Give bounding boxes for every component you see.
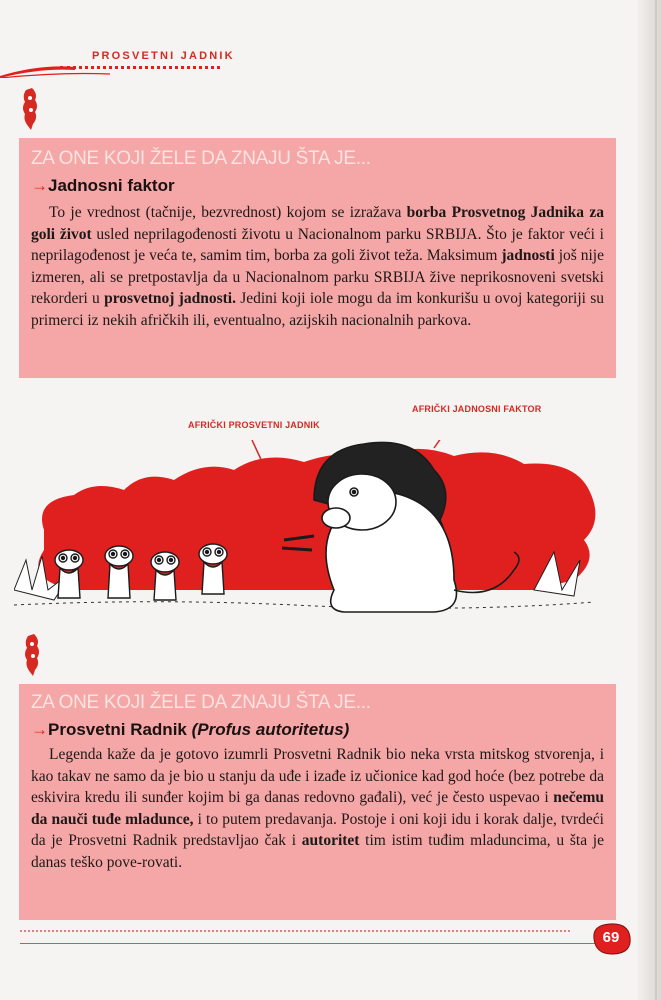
bold-run: borba Prosvetnog Jadnika za goli život	[31, 204, 604, 243]
footer-dotted-rule	[20, 930, 570, 932]
box-heading: ZA ONE KOJI ŽELE DA ZNAJU ŠTA JE...	[31, 148, 371, 169]
arrow-icon: →	[31, 720, 48, 739]
text-run: i to putem predavanja. Postoje i oni koji idu i korak dalje, tvrdeći da je Prosvetni Radnik predstavljao čak i	[31, 810, 604, 849]
definition-text	[31, 202, 604, 331]
footer-rule	[20, 943, 630, 944]
term-title	[31, 176, 175, 196]
label-african-factor: AFRIČKI JADNOSNI FAKTOR	[412, 404, 542, 414]
definition-box-prosvetni-radnik	[19, 684, 616, 920]
mascot-icon	[22, 632, 44, 676]
arrow-icon: →	[31, 176, 48, 195]
header-dotted-rule	[60, 66, 220, 69]
text-run: Jedini koji iole mogu da im konkurišu u ovoj kategoriji su primerci iz nekih afričkih ili, eventualno, azijskih nacionalnih parkova.	[31, 290, 604, 329]
definition-text	[31, 744, 604, 873]
mascot-icon	[20, 86, 42, 130]
bold-run: autoritet	[301, 832, 360, 849]
term-latin: (Profus autoritetus)	[191, 720, 350, 739]
term-label: Jadnosni faktor	[48, 176, 175, 195]
text-run: usled neprilagođenosti životu u Nacionalnom parku SRBIJA. Što je faktor veći i neprilagođenost je veća te, samim tim, borba za goli život teža. Maksimum	[31, 225, 604, 264]
page-shadow	[638, 0, 662, 1000]
bold-run: nečemu da nauči tuđe mladunce,	[31, 789, 604, 828]
bold-run: prosvetnoj jadnosti.	[104, 290, 236, 307]
text-run: još nije izmeren, ali se pretpostavlja da u Nacionalnom parku SRBIJA žive neprikosnoveni svetski rekorderi u	[31, 247, 604, 307]
text-run: Legenda kaže da je gotovo izumrli Prosvetni Radnik bio neka vrsta mitskog stvorenja, i kao takav ne samo da je bio u stanju da uđe i izađe iz učionice kad god hoće (bez potrebe da eskivira kredu ili sunđer kojim bi ga danas redovno gađali), već je često uspevao i	[31, 746, 604, 806]
page-number: 69	[602, 929, 620, 946]
box-heading: ZA ONE KOJI ŽELE DA ZNAJU ŠTA JE...	[31, 692, 371, 713]
pointer-line	[434, 440, 454, 448]
bold-run: jadnosti	[501, 247, 555, 264]
text-run: tim istim tuđim mladuncima, u šta je danas teško pove-rovati.	[31, 832, 604, 871]
header-swoosh	[0, 62, 240, 78]
ground-line	[14, 602, 594, 609]
term-title	[31, 720, 349, 740]
text-run: To je vrednost (tačnije, bezvrednost) kojom se izražava	[49, 204, 407, 221]
label-african-teacher: AFRIČKI PROSVETNI JADNIK	[188, 420, 320, 430]
term-label: Prosvetni Radnik	[48, 720, 192, 739]
cartoon-illustration	[14, 440, 604, 630]
definition-box-jadnosni-faktor	[19, 138, 616, 378]
running-header: PROSVETNI JADNIK	[92, 50, 235, 62]
page-edge	[655, 0, 657, 1000]
